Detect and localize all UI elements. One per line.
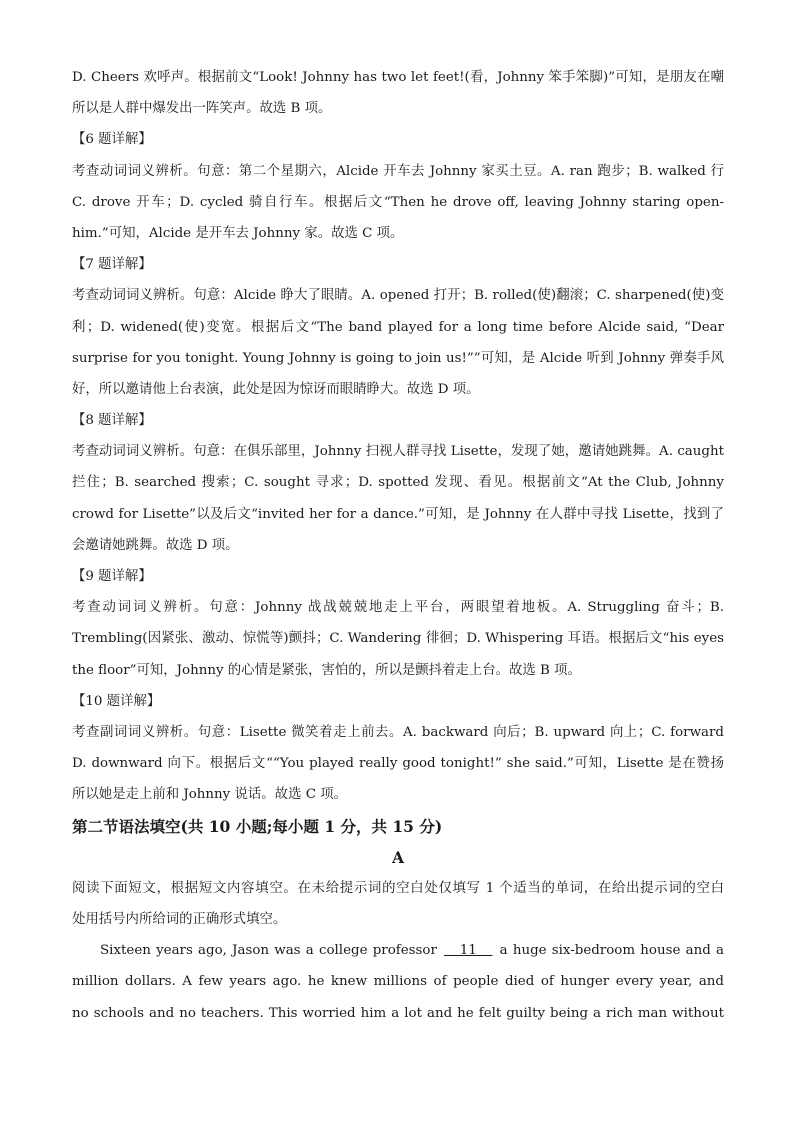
question-heading: 【9 题详解】 xyxy=(72,569,152,584)
question-heading: 【10 题详解】 xyxy=(72,693,161,709)
explanation-line: D. downward 向下。根据后文““You played really good tonight!” she said.”可知，Lisette 是在赞扬 xyxy=(72,756,724,772)
blank-11 xyxy=(442,943,494,958)
explanation-line: 考查动词词义辨析。句意：第二个星期六，Alcide 开车去 Johnny 家买土豆。A. ran 跑步；B. walked 行 xyxy=(72,163,724,179)
explanation-line: 所以她是走上前和 Johnny 说话。故选 C 项。 xyxy=(72,787,347,803)
passage-text: Sixteen years ago, Jason was a college professor xyxy=(100,943,437,959)
explanation-line: crowd for Lisette”以及后文“invited her for a dance.”可知，是 Johnny 在人群中寻找 Lisette，找到了 xyxy=(72,506,724,522)
passage-text: no schools and no teachers. This worried him a lot and he felt guilty being a rich man without xyxy=(72,1005,724,1021)
passage-line-2: million dollars. A few years ago. he knew millions of people died of hunger every year, and xyxy=(72,974,724,990)
explanation-line: C. drove 开车；D. cycled 骑自行车。根据后文“Then he drove off, leaving Johnny staring open- xyxy=(72,194,724,210)
blank-number: 11 xyxy=(459,943,477,959)
explanation-line: surprise for you tonight. Young Johnny is going to join us!””可知，是 Alcide 听到 Johnny 弹奏手风 xyxy=(72,350,724,366)
explanation-line: 会邀请她跳舞。故选 D 项。 xyxy=(72,537,239,553)
instruction-line-1: 阅读下面短文，根据短文内容填空。在未给提示词的空白处仅填写 1 个适当的单词，在给出提示词的空白 xyxy=(72,880,724,896)
instruction-line-2: 处用括号内所给词的正确形式填空。 xyxy=(72,912,287,928)
explanation-line: 好，所以邀请他上台表演，此处是因为惊讶而眼睛睁大。故选 D 项。 xyxy=(72,381,480,397)
explanation-line: 拦住；B. searched 搜索；C. sought 寻求；D. spotted 发现、看见。根据前文“At the Club, Johnny xyxy=(72,475,724,491)
passage-line-1 xyxy=(72,935,724,966)
passage-line-3 xyxy=(72,998,724,1029)
explanation-line: 考查动词词义辨析。句意：Alcide 睁大了眼睛。A. opened 打开；B. rolled(使)翻滚；C. sharpened(使)变 xyxy=(72,288,724,304)
document-page xyxy=(72,62,724,1029)
passage-letter: A xyxy=(391,847,405,867)
question-heading: 【7 题详解】 xyxy=(72,257,152,273)
section-title: 第二节语法填空(共 10 小题;每小题 1 分，共 15 分) xyxy=(72,816,443,836)
explanation-line: the floor”可知，Johnny 的心情是紧张，害怕的，所以是颤抖着走上台。故选 B 项。 xyxy=(72,662,581,678)
passage-text: a huge six-bedroom house and a xyxy=(499,943,724,959)
explanation-line: 所以是人群中爆发出一阵笑声。故选 B 项。 xyxy=(72,101,332,117)
explanation-line: 考查动词词义辨析。句意：Johnny 战战兢兢地走上平台，两眼望着地板。A. Struggling 奋斗；B. xyxy=(72,600,724,616)
explanation-line: him.”可知，Alcide 是开车去 Johnny 家。故选 C 项。 xyxy=(72,225,404,241)
explanation-line: 考查动词词义辨析。句意：在俱乐部里，Johnny 扫视人群寻找 Lisette，发现了她，邀请她跳舞。A. caught xyxy=(72,444,724,460)
explanation-line: D. Cheers 欢呼声。根据前文“Look! Johnny has two let feet!(看，Johnny 笨手笨脚)”可知，是朋友在嘲 xyxy=(72,70,724,85)
explanation-line: 利；D. widened(使)变宽。根据后文“The band played for a long time before Alcide said, “Dear xyxy=(72,319,724,335)
question-heading: 【8 题详解】 xyxy=(72,413,152,429)
explanation-lines xyxy=(72,62,724,811)
explanation-line: 考查副词词义辨析。句意：Lisette 微笑着走上前去。A. backward 向后；B. upward 向上；C. forward xyxy=(72,724,724,740)
explanation-line: Trembling(因紧张、激动、惊慌等)颤抖；C. Wandering 徘徊；D. Whispering 耳语。根据后文“his eyes xyxy=(72,631,724,647)
question-heading: 【6 题详解】 xyxy=(72,132,152,148)
